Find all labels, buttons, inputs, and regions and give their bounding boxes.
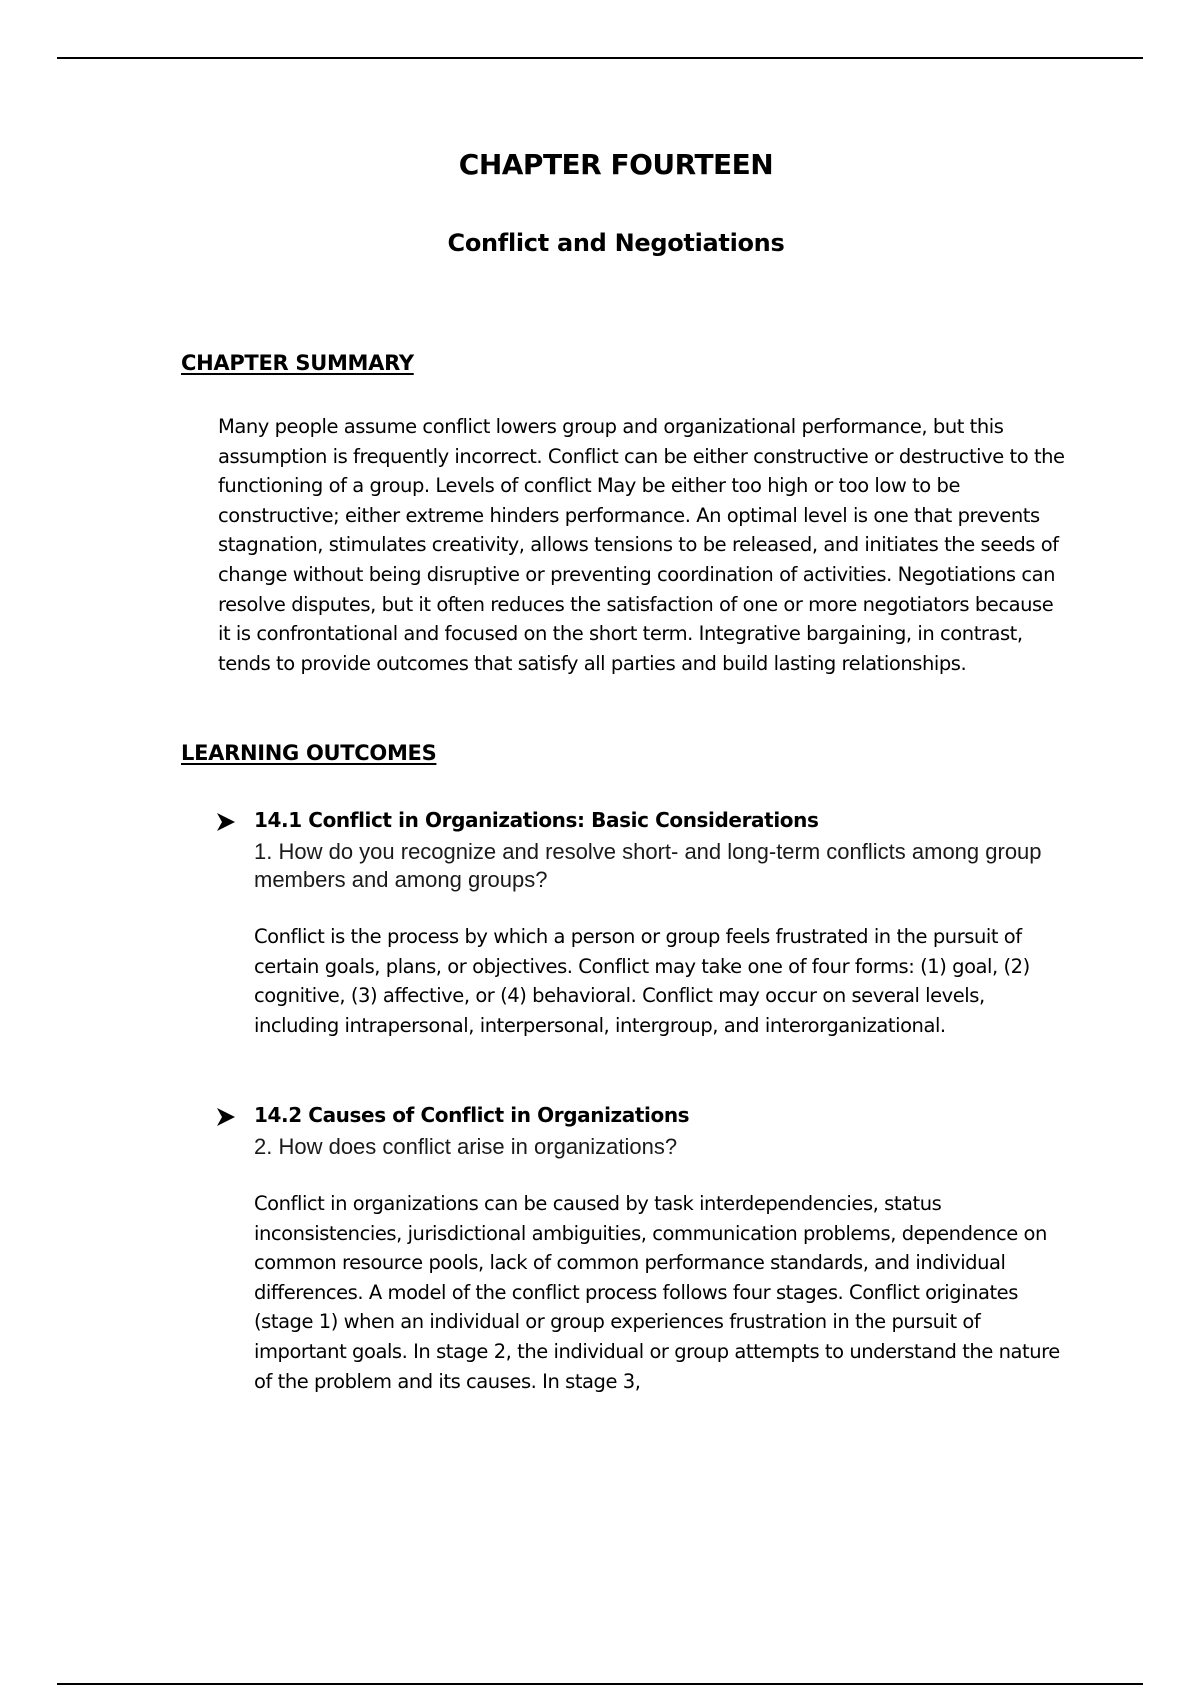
learning-outcome-title: 14.2 Causes of Conflict in Organizations — [254, 1103, 690, 1127]
learning-outcome-body: Conflict is the process by which a person or group feels frustrated in the pursuit of certain goals, plans, or objectives. Conflict may take one of four forms: (1) goal, (2) cognitive, (3) affective, or (4) behavioral. Conflict may occur on several levels, including intrapersonal, interpersonal, intergroup, and interorganizational. — [254, 925, 1030, 1037]
chapter-summary-text: Many people assume conflict lowers group and organizational performance, but this assumption is frequently incorrect. Conflict can be either constructive or destructive to the functioning of a group. Levels of conflict May be either too high or too low to be constructive; either extreme hinders performance. An optimal level is one that prevents stagnation, stimulates creativity, allows tensions to be released, and initiates the seeds of change without being disruptive or preventing coordination of activities. Negotiations can resolve disputes, but it often reduces the satisfaction of one or more negotiators because it is confrontational and focused on the short term. Integrative bargaining, in contrast, tends to provide outcomes that satisfy all parties and build lasting relationships. — [218, 415, 1065, 675]
chapter-summary-heading: CHAPTER SUMMARY — [181, 351, 414, 375]
learning-outcome-question: 1. How do you recognize and resolve short- and long-term conflicts among group members and among groups? — [254, 839, 1042, 892]
learning-outcome-body: Conflict in organizations can be caused by task interdependencies, status inconsistencies, jurisdictional ambiguities, communication problems, dependence on common resource pools, lack of common performance standards, and individual differences. A model of the conflict process follows four stages. Conflict originates (stage 1) when an individual or group experiences frustration in the pursuit of important goals. In stage 2, the individual or group attempts to understand the nature of the problem and its causes. In stage 3, — [254, 1192, 1060, 1393]
arrowhead-bullet-icon — [216, 812, 236, 832]
learning-outcome-question: 2. How does conflict arise in organizations? — [254, 1134, 678, 1159]
chapter-subtitle: Conflict and Negotiations — [447, 229, 785, 257]
learning-outcome-title: 14.1 Conflict in Organizations: Basic Considerations — [254, 808, 819, 832]
footer-rule — [57, 1683, 1143, 1685]
arrowhead-bullet-icon — [216, 1107, 236, 1127]
learning-outcomes-heading: LEARNING OUTCOMES — [181, 741, 437, 765]
header-rule — [57, 57, 1143, 59]
chapter-title: CHAPTER FOURTEEN — [458, 148, 774, 181]
